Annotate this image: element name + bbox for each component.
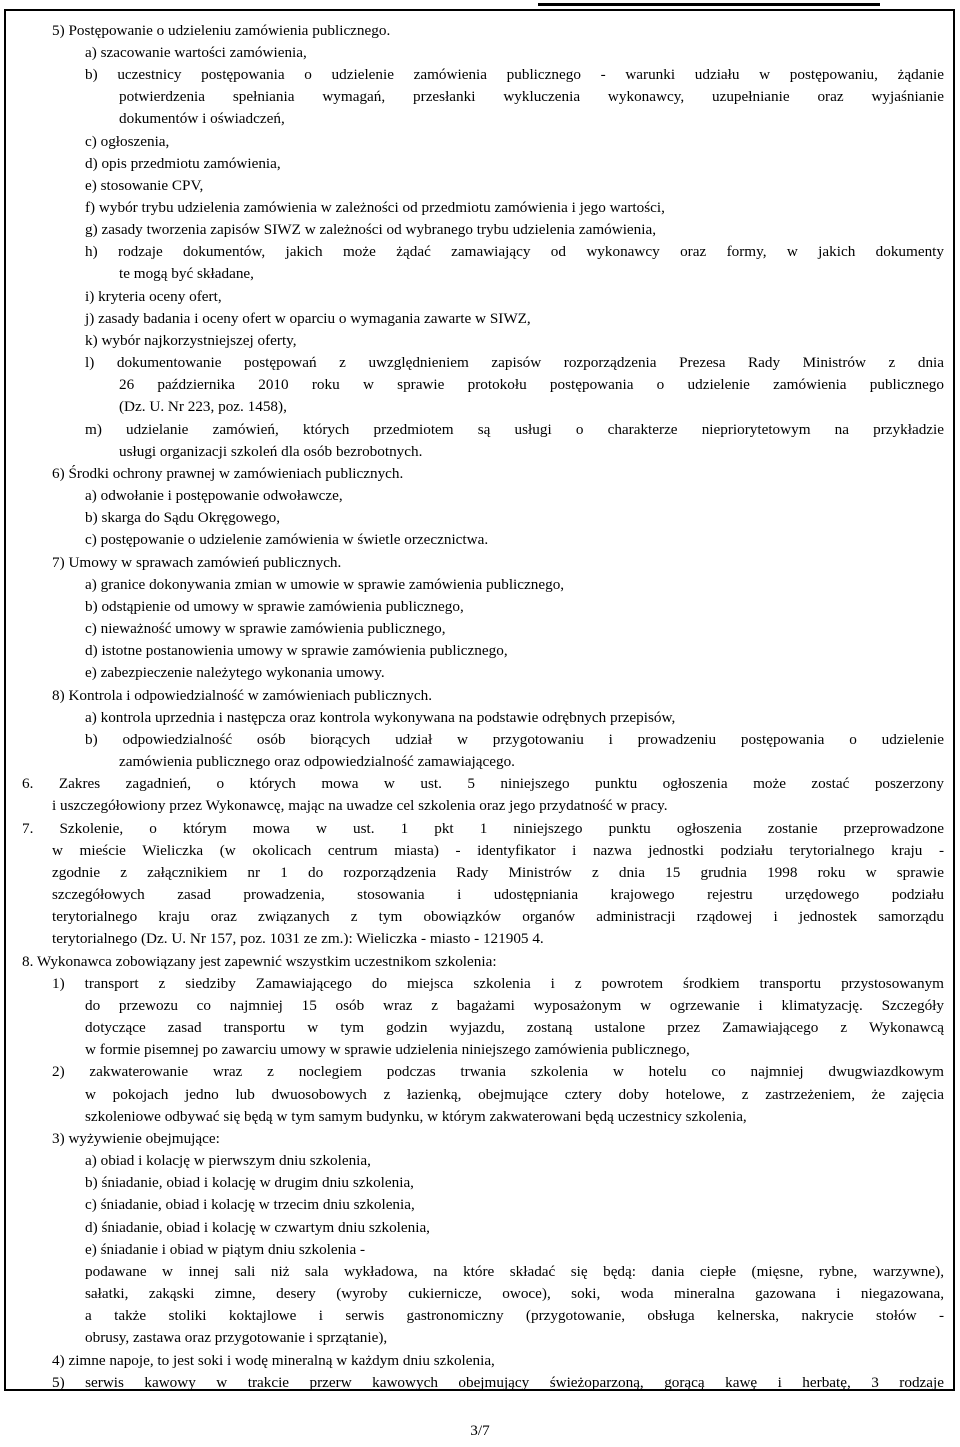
- text-line: a) kontrola uprzednia i następcza oraz kontrola wykonywana na podstawie odrębnych przepisów,: [85, 709, 676, 726]
- text-line: dokumentów i oświadczeń,: [119, 110, 285, 127]
- text-line: terytorialnego (Dz. U. Nr 157, poz. 1031 ze zm.): Wieliczka - miasto - 121905 4.: [52, 930, 544, 947]
- text-line: w formie pisemnej po zawarciu umowy w sprawie udzielenia niniejszego zamówienia publicznego,: [85, 1041, 690, 1058]
- text-line: i uszczegółowiony przez Wykonawcę, mając na uwadze cel szkolenia oraz jego przydatność w pracy.: [52, 797, 668, 814]
- text-line: b) odstąpienie od umowy w sprawie zamówienia publicznego,: [85, 598, 464, 615]
- text-line: h) rodzaje dokumentów, jakich może żądać zamawiający od wykonawcy oraz formy, w jakich dokumenty: [85, 243, 944, 260]
- text-line: 4) zimne napoje, to jest soki i wodę mineralną w każdym dniu szkolenia,: [52, 1352, 495, 1369]
- text-line: e) zabezpieczenie należytego wykonania umowy.: [85, 664, 385, 681]
- text-line: 7) Umowy w sprawach zamówień publicznych.: [52, 554, 342, 571]
- text-line: c) śniadanie, obiad i kolację w trzecim dniu szkolenia,: [85, 1196, 415, 1213]
- text-line: b) uczestnicy postępowania o udzielenie zamówienia publicznego - warunki udziału w postępowaniu, żądanie: [85, 66, 944, 83]
- text-line: e) śniadanie i obiad w piątym dniu szkolenia -: [85, 1241, 366, 1258]
- text-line: w pokojach jedno lub dwuosobowych z łazienką, obejmujące cztery doby hotelowe, z zastrzeżeniem, że zajęcia: [85, 1086, 944, 1103]
- text-line: a także stoliki koktajlowe i serwis gastronomiczny (przygotowanie, obsługa kelnerska, nakrycie stołów -: [85, 1307, 944, 1324]
- text-line: f) wybór trybu udzielenia zamówienia w zależności od przedmiotu zamówienia i jego wartości,: [85, 199, 665, 216]
- text-line: obrusy, zastawa oraz przygotowanie i sprzątanie),: [85, 1329, 388, 1346]
- text-line: 7. Szkolenie, o którym mowa w ust. 1 pkt 1 niniejszego punktu ogłoszenia zostanie przeprowadzone: [22, 820, 944, 837]
- text-line: 6. Zakres zagadnień, o których mowa w ust. 5 niniejszego punktu ogłoszenia może zostać poszerzony: [22, 775, 944, 792]
- text-line: 6) Środki ochrony prawnej w zamówieniach publicznych.: [52, 465, 404, 482]
- text-line: b) śniadanie, obiad i kolację w drugim dniu szkolenia,: [85, 1174, 414, 1191]
- header-rule: [538, 3, 880, 6]
- text-line: sałatki, zakąski zimne, desery (wyroby cukiernicze, owoce), soki, woda mineralna gazowana i niegazowana,: [85, 1285, 944, 1302]
- text-line: i) kryteria oceny ofert,: [85, 288, 222, 305]
- text-line: d) śniadanie, obiad i kolację w czwartym dniu szkolenia,: [85, 1219, 430, 1236]
- text-line: 1) transport z siedziby Zamawiającego do miejsca szkolenia i z powrotem środkiem transportu przystosowanym: [52, 975, 944, 992]
- text-line: szkoleniowe odbywać się będą w tym samym budynku, w którym zakwaterowani będą uczestnicy szkolenia,: [85, 1108, 747, 1125]
- text-line: 5) Postępowanie o udzieleniu zamówienia publicznego.: [52, 22, 391, 39]
- text-line: b) odpowiedzialność osób biorących udział w przygotowaniu i prowadzeniu postępowania o udzielenie: [85, 731, 944, 748]
- text-line: m) udzielanie zamówień, których przedmiotem są usługi o charakterze niepriorytetowym na przykładzie: [85, 421, 944, 438]
- text-line: c) postępowanie o udzielenie zamówienia w świetle orzecznictwa.: [85, 531, 489, 548]
- text-line: 8) Kontrola i odpowiedzialność w zamówieniach publicznych.: [52, 687, 432, 704]
- text-line: c) nieważność umowy w sprawie zamówienia publicznego,: [85, 620, 446, 637]
- text-line: a) odwołanie i postępowanie odwoławcze,: [85, 487, 343, 504]
- text-line: j) zasady badania i oceny ofert w oparciu o wymagania zawarte w SIWZ,: [85, 310, 531, 327]
- text-line: g) zasady tworzenia zapisów SIWZ w zależności od wybranego trybu udzielenia zamówienia,: [85, 221, 656, 238]
- text-line: potwierdzenia spełniania wymagań, przesłanki wykluczenia wykonawcy, uzupełnianie oraz wyjaśnianie: [119, 88, 944, 105]
- text-line: 2) zakwaterowanie wraz z noclegiem podczas trwania szkolenia w hotelu co najmniej dwugwiazdkowym: [52, 1063, 944, 1080]
- text-line: (Dz. U. Nr 223, poz. 1458),: [119, 398, 287, 415]
- text-line: terytorialnego kraju oraz związanych z tym obowiązków organów administracji rządowej i jednostek samorządu: [52, 908, 944, 925]
- text-line: 5) serwis kawowy w trakcie przerw kawowych obejmujący świeżoparzoną, gorącą kawę i herbatę, 3 rodzaje: [52, 1374, 944, 1391]
- text-line: c) ogłoszenia,: [85, 133, 170, 150]
- text-line: d) opis przedmiotu zamówienia,: [85, 155, 281, 172]
- text-line: usługi organizacji szkoleń dla osób bezrobotnych.: [119, 443, 423, 460]
- text-line: d) istotne postanowienia umowy w sprawie zamówienia publicznego,: [85, 642, 508, 659]
- text-line: 3) wyżywienie obejmujące:: [52, 1130, 220, 1147]
- text-line: a) szacowanie wartości zamówienia,: [85, 44, 307, 61]
- text-line: k) wybór najkorzystniejszej oferty,: [85, 332, 297, 349]
- text-line: szczegółowych zasad prowadzenia, stosowania i udostępniania krajowego rejestru urzędowego podziału: [52, 886, 944, 903]
- text-line: zgodnie z załącznikiem nr 1 do rozporządzenia Rady Ministrów z dnia 15 grudnia 1998 roku w sprawie: [52, 864, 944, 881]
- text-line: 26 października 2010 roku w sprawie protokołu postępowania o udzielenie zamówienia publicznego: [119, 376, 944, 393]
- text-line: podawane w innej sali niż sala wykładowa, na które składać się będą: dania ciepłe (mięsne, rybne, warzywne),: [85, 1263, 944, 1280]
- text-line: te mogą być składane,: [119, 265, 254, 282]
- text-line: 8. Wykonawca zobowiązany jest zapewnić wszystkim uczestnikom szkolenia:: [22, 953, 497, 970]
- text-line: l) dokumentowanie postępowań z uwzględnieniem zapisów rozporządzenia Prezesa Rady Ministrów z dnia: [85, 354, 944, 371]
- text-line: e) stosowanie CPV,: [85, 177, 204, 194]
- page-number: 3/7: [470, 1422, 490, 1439]
- text-line: dotyczące zasad transportu w tym godzin wyjazdu, zostaną ustalone przez Zamawiającego z Wykonawcą: [85, 1019, 944, 1036]
- text-line: b) skarga do Sądu Okręgowego,: [85, 509, 281, 526]
- text-line: do przewozu co najmniej 15 osób wraz z bagażami wyposażonym w ogrzewanie i klimatyzację. Szczegóły: [85, 997, 944, 1014]
- text-line: zamówienia publicznego oraz odpowiedzialność zamawiającego.: [119, 753, 515, 770]
- text-line: a) obiad i kolację w pierwszym dniu szkolenia,: [85, 1152, 371, 1169]
- text-line: w mieście Wieliczka (w okolicach centrum miasta) - identyfikator i nazwa jednostki podziału terytorialnego kraju -: [52, 842, 944, 859]
- text-line: a) granice dokonywania zmian w umowie w sprawie zamówienia publicznego,: [85, 576, 565, 593]
